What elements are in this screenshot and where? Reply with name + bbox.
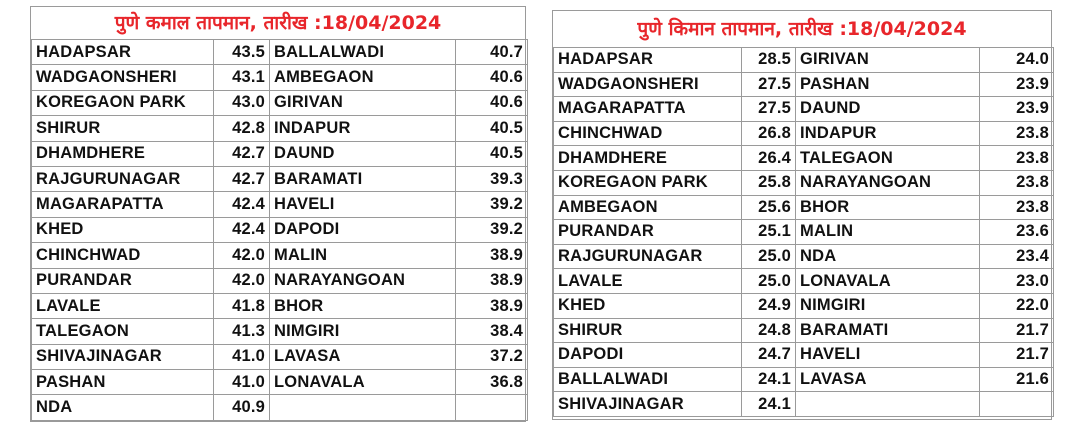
table-row	[32, 166, 528, 191]
temperature-value-cell: 24.9	[742, 293, 796, 318]
temperature-value-cell: 23.8	[980, 170, 1054, 195]
temperature-value-cell: 28.5	[742, 48, 796, 73]
station-name-cell: HADAPSAR	[554, 48, 742, 73]
station-name-cell: HADAPSAR	[32, 40, 214, 65]
temperature-value-cell: 21.7	[980, 318, 1054, 343]
station-name-cell: AMBEGAON	[554, 195, 742, 220]
max-temperature-panel	[30, 6, 526, 422]
temperature-value-cell: 23.6	[980, 220, 1054, 245]
table-row	[32, 319, 528, 344]
temperature-value-cell: 23.4	[980, 244, 1054, 269]
table-row	[554, 121, 1054, 146]
station-name-cell: PURANDAR	[554, 220, 742, 245]
station-name-cell: BALLALWADI	[554, 367, 742, 392]
temperature-value-cell: 24.1	[742, 367, 796, 392]
temperature-value-cell: 36.8	[456, 370, 528, 395]
table-row	[554, 170, 1054, 195]
station-name-cell: TALEGAON	[32, 319, 214, 344]
table-row	[554, 343, 1054, 368]
max-temperature-table	[31, 39, 528, 421]
table-row	[32, 192, 528, 217]
station-name-cell: DAPODI	[554, 343, 742, 368]
station-name-cell: KHED	[554, 293, 742, 318]
temperature-value-cell: 40.7	[456, 40, 528, 65]
station-name-cell: CHINCHWAD	[32, 243, 214, 268]
temperature-value-cell: 25.0	[742, 269, 796, 294]
station-name-cell: CHINCHWAD	[554, 121, 742, 146]
station-name-cell: SHIVAJINAGAR	[554, 392, 742, 417]
temperature-value-cell: 26.4	[742, 146, 796, 171]
station-name-cell: LONAVALA	[796, 269, 980, 294]
table-row	[554, 392, 1054, 417]
station-name-cell: LONAVALA	[270, 370, 456, 395]
temperature-value-cell: 24.0	[980, 48, 1054, 73]
temperature-value-cell	[980, 392, 1054, 417]
temperature-value-cell: 23.9	[980, 97, 1054, 122]
station-name-cell: HAVELI	[796, 343, 980, 368]
min-temperature-table	[553, 47, 1054, 417]
station-name-cell: NARAYANGOAN	[796, 170, 980, 195]
temperature-value-cell: 23.9	[980, 72, 1054, 97]
station-name-cell: SHIVAJINAGAR	[32, 344, 214, 369]
temperature-value-cell: 40.6	[456, 65, 528, 90]
station-name-cell: INDAPUR	[796, 121, 980, 146]
temperature-value-cell: 26.8	[742, 121, 796, 146]
station-name-cell: PASHAN	[32, 370, 214, 395]
temperature-value-cell: 25.6	[742, 195, 796, 220]
table-row	[32, 370, 528, 395]
temperature-value-cell: 24.1	[742, 392, 796, 417]
table-row	[32, 65, 528, 90]
table-row	[32, 90, 528, 115]
table-row	[32, 40, 528, 65]
temperature-value-cell: 40.9	[214, 395, 270, 420]
temperature-value-cell: 43.1	[214, 65, 270, 90]
station-name-cell: DHAMDHERE	[32, 141, 214, 166]
table-row	[554, 48, 1054, 73]
temperature-value-cell: 23.8	[980, 121, 1054, 146]
temperature-value-cell: 43.5	[214, 40, 270, 65]
station-name-cell: BARAMATI	[270, 166, 456, 191]
station-name-cell: LAVASA	[796, 367, 980, 392]
station-name-cell: DAPODI	[270, 217, 456, 242]
temperature-value-cell: 42.0	[214, 243, 270, 268]
temperature-value-cell: 41.0	[214, 370, 270, 395]
temperature-value-cell: 40.6	[456, 90, 528, 115]
station-name-cell: GIRIVAN	[270, 90, 456, 115]
temperature-value-cell: 39.3	[456, 166, 528, 191]
table-row	[32, 141, 528, 166]
station-name-cell: MALIN	[270, 243, 456, 268]
temperature-value-cell: 42.4	[214, 192, 270, 217]
min-temperature-table-body	[554, 48, 1054, 417]
table-row	[554, 97, 1054, 122]
station-name-cell: DAUND	[270, 141, 456, 166]
min-temperature-panel	[552, 10, 1052, 420]
min-temperature-title: पुणे किमान तापमान, तारीख :18/04/2024	[637, 18, 967, 40]
table-row	[554, 318, 1054, 343]
station-name-cell: AMBEGAON	[270, 65, 456, 90]
station-name-cell: HAVELI	[270, 192, 456, 217]
temperature-value-cell: 42.8	[214, 116, 270, 141]
station-name-cell: BALLALWADI	[270, 40, 456, 65]
table-row	[554, 367, 1054, 392]
station-name-cell: LAVALE	[32, 293, 214, 318]
station-name-cell: GIRIVAN	[796, 48, 980, 73]
station-name-cell: MAGARAPATTA	[554, 97, 742, 122]
station-name-cell: SHIRUR	[554, 318, 742, 343]
station-name-cell: NDA	[796, 244, 980, 269]
station-name-cell: RAJGURUNAGAR	[554, 244, 742, 269]
table-row	[32, 293, 528, 318]
table-row	[554, 220, 1054, 245]
temperature-value-cell: 22.0	[980, 293, 1054, 318]
temperature-value-cell: 38.9	[456, 268, 528, 293]
temperature-value-cell: 41.8	[214, 293, 270, 318]
temperature-value-cell: 43.0	[214, 90, 270, 115]
station-name-cell: DHAMDHERE	[554, 146, 742, 171]
temperature-value-cell: 21.7	[980, 343, 1054, 368]
temperature-value-cell: 25.0	[742, 244, 796, 269]
table-row	[554, 72, 1054, 97]
station-name-cell: BHOR	[270, 293, 456, 318]
station-name-cell: NIMGIRI	[796, 293, 980, 318]
station-name-cell: DAUND	[796, 97, 980, 122]
temperature-value-cell: 39.2	[456, 192, 528, 217]
table-row	[32, 243, 528, 268]
table-row	[554, 244, 1054, 269]
temperature-value-cell: 25.8	[742, 170, 796, 195]
temperature-value-cell: 40.5	[456, 116, 528, 141]
table-row	[554, 146, 1054, 171]
table-row	[32, 344, 528, 369]
temperature-value-cell: 40.5	[456, 141, 528, 166]
temperature-value-cell: 25.1	[742, 220, 796, 245]
temperature-value-cell: 23.8	[980, 146, 1054, 171]
station-name-cell: MAGARAPATTA	[32, 192, 214, 217]
temperature-value-cell: 27.5	[742, 97, 796, 122]
station-name-cell: KOREGAON PARK	[32, 90, 214, 115]
temperature-value-cell: 24.8	[742, 318, 796, 343]
station-name-cell: TALEGAON	[796, 146, 980, 171]
table-row	[32, 116, 528, 141]
station-name-cell: BARAMATI	[796, 318, 980, 343]
max-temperature-table-body	[32, 40, 528, 421]
temperature-value-cell: 39.2	[456, 217, 528, 242]
temperature-value-cell: 21.6	[980, 367, 1054, 392]
temperature-value-cell: 23.8	[980, 195, 1054, 220]
station-name-cell: KOREGAON PARK	[554, 170, 742, 195]
station-name-cell: BHOR	[796, 195, 980, 220]
station-name-cell: LAVALE	[554, 269, 742, 294]
table-row	[32, 217, 528, 242]
station-name-cell: NARAYANGOAN	[270, 268, 456, 293]
table-row	[32, 268, 528, 293]
table-row	[32, 395, 528, 420]
temperature-value-cell: 37.2	[456, 344, 528, 369]
station-name-cell: INDAPUR	[270, 116, 456, 141]
temperature-value-cell	[456, 395, 528, 420]
temperature-value-cell: 42.0	[214, 268, 270, 293]
temperature-value-cell: 41.0	[214, 344, 270, 369]
table-row	[554, 195, 1054, 220]
temperature-value-cell: 41.3	[214, 319, 270, 344]
station-name-cell	[796, 392, 980, 417]
table-row	[554, 293, 1054, 318]
temperature-value-cell: 42.4	[214, 217, 270, 242]
station-name-cell: PASHAN	[796, 72, 980, 97]
station-name-cell	[270, 395, 456, 420]
table-row	[554, 269, 1054, 294]
temperature-value-cell: 23.0	[980, 269, 1054, 294]
station-name-cell: NIMGIRI	[270, 319, 456, 344]
station-name-cell: NDA	[32, 395, 214, 420]
station-name-cell: SHIRUR	[32, 116, 214, 141]
temperature-value-cell: 27.5	[742, 72, 796, 97]
temperature-value-cell: 38.9	[456, 243, 528, 268]
max-temperature-title: पुणे कमाल तापमान, तारीख :18/04/2024	[114, 12, 442, 34]
temperature-value-cell: 38.9	[456, 293, 528, 318]
station-name-cell: KHED	[32, 217, 214, 242]
station-name-cell: WADGAONSHERI	[32, 65, 214, 90]
station-name-cell: RAJGURUNAGAR	[32, 166, 214, 191]
station-name-cell: WADGAONSHERI	[554, 72, 742, 97]
temperature-value-cell: 24.7	[742, 343, 796, 368]
station-name-cell: PURANDAR	[32, 268, 214, 293]
station-name-cell: LAVASA	[270, 344, 456, 369]
temperature-value-cell: 42.7	[214, 166, 270, 191]
temperature-value-cell: 42.7	[214, 141, 270, 166]
station-name-cell: MALIN	[796, 220, 980, 245]
temperature-value-cell: 38.4	[456, 319, 528, 344]
